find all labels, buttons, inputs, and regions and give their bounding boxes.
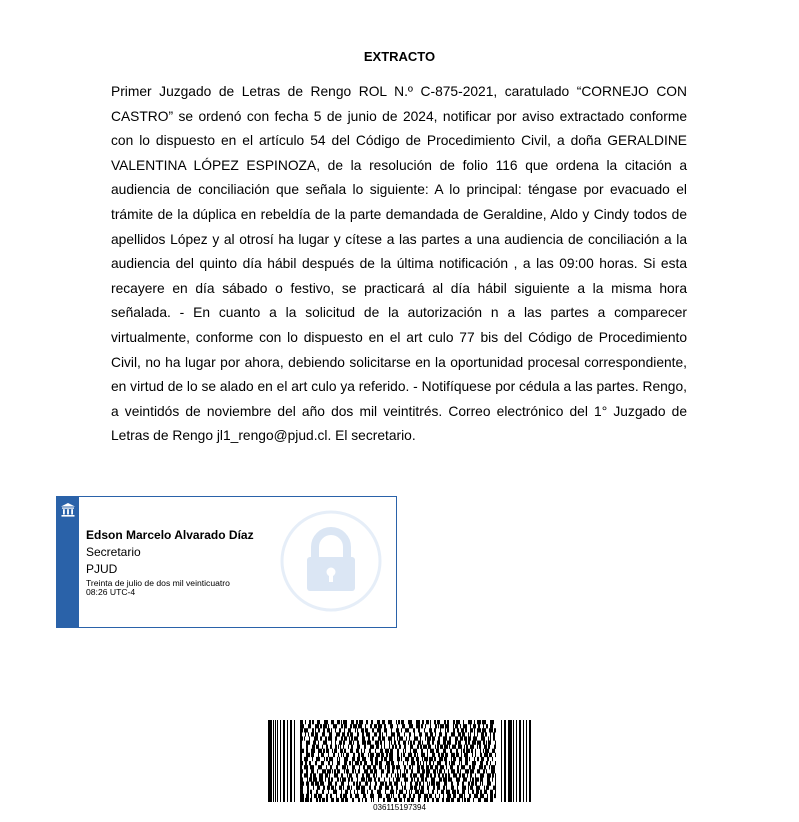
signer-organization: PJUD [86, 562, 118, 576]
document-title: EXTRACTO [363, 49, 436, 64]
extract-body: Primer Juzgado de Letras de Rengo ROL N.º C-875-2021, caratulado “CORNEJO CON CASTRO” se ordenó con fecha 5 de junio de 2024, notificar por aviso extractado conforme con lo dispuesto en el artículo 54 del Código de Procedimiento Civil, a doña GERALDINE VALENTINA LÓPEZ ESPINOZA, de la resolución de folio 116 que ordena la citación a audiencia de conciliación que señala lo siguiente: A lo principal: téngase por evacuado el trámite de la dúplica en rebeldía de la parte demandada de Geraldine, Aldo y Cindy todos de apellidos López y al otrosí ha lugar y cítese a las partes a una audiencia de conciliación a la audiencia del quinto día hábil después de la última notificación , a las 09:00 horas. Si esta recayere en día sábado o festivo, se practicará al día hábil siguiente a la misma hora señalada. - En cuanto a la solicitud de la autorización n a las partes a comparecer virtualmente, conforme con lo dispuesto en el art culo 77 bis del Código de Procedimiento Civil, no ha lugar por ahora, debiendo solicitarse en la oportunidad procesal correspondiente, en virtud de lo se alado en el art culo ya referido. - Notifíquese por cédula a las partes. Rengo, a veintidós de noviembre del año dos mil veintitrés. Correo electrónico del 1° Juzgado de Letras de Rengo jl1_rengo@pjud.cl. El secretario. [111, 84, 687, 444]
lock-icon [279, 509, 383, 613]
pdf417-barcode [268, 720, 531, 802]
electronic-signature-box [56, 496, 397, 628]
signer-name: Edson Marcelo Alvarado Díaz [86, 528, 254, 542]
signature-strip [57, 497, 79, 627]
barcode-number: 036115197394 [373, 803, 426, 812]
signature-date: Treinta de julio de dos mil veinticuatro [86, 578, 230, 588]
courthouse-icon [60, 502, 76, 518]
signer-role: Secretario [86, 545, 141, 559]
signature-timestamp [86, 579, 230, 597]
signature-time: 08:26 UTC-4 [86, 587, 136, 597]
